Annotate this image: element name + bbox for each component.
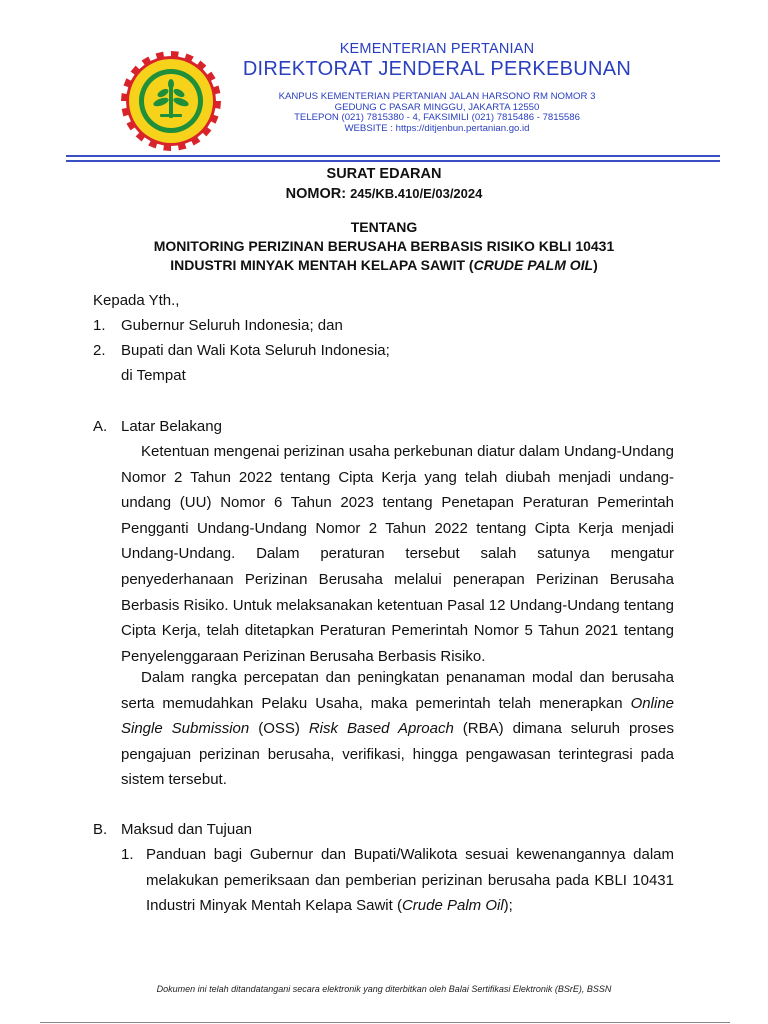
directorate-name: DIREKTORAT JENDERAL PERKEBUNAN xyxy=(242,58,632,80)
section-heading: Latar Belakang xyxy=(121,418,222,435)
phone-line: TELEPON (021) 7815380 - 4, FAKSIMILI (021) 7815486 - 7815586 xyxy=(294,112,580,123)
subject-line-2 xyxy=(0,257,768,273)
address-line-1: KANPUS KEMENTERIAN PERTANIAN JALAN HARSONO RM NOMOR 3 xyxy=(278,91,596,102)
subject-line-1: MONITORING PERIZINAN BERUSAHA BERBASIS RISIKO KBLI 10431 xyxy=(153,238,615,254)
ministry-emblem-icon xyxy=(120,50,222,152)
subject-text: INDUSTRI MINYAK MENTAH KELAPA SAWIT ( xyxy=(170,257,474,273)
address-line-2: GEDUNG C PASAR MINGGU, JAKARTA 12550 xyxy=(334,101,540,113)
salutation: Kepada Yth., xyxy=(93,292,180,309)
paragraph: Ketentuan mengenai perizinan usaha perkebunan diatur dalam Undang-Undang Nomor 2 Tahun 2022 tentang Cipta Kerja yang telah diubah menjadi undang-undang (UU) Nomor 6 Tahun 2023 tentang Penetapan Peraturan Pemerintah Pengganti Undang-Undang Nomor 2 Tahun 2022 tentang Cipta Kerja menjadi Undang-Undang. Dalam peraturan tersebut salah satunya mengatur penyederhanaan Perizinan Berusaha melalui penerapan Perizinan Berusaha Berbasis Risiko. Untuk melaksanakan ketentuan Pasal 12 Undang-Undang tentang Cipta Kerja, telah ditetapkan Peraturan Pemerintah Nomor 5 Tahun 2021 tentang Penyelenggaraan Perizinan Berusaha Berbasis Risiko. xyxy=(121,443,674,665)
about-heading: TENTANG xyxy=(350,219,418,235)
list-item-text: ); xyxy=(503,897,513,915)
recipient-place: di Tempat xyxy=(121,367,186,384)
paragraph-italic: Online Single Submission xyxy=(121,694,674,738)
section-heading: Maksud dan Tujuan xyxy=(121,821,252,838)
header-divider xyxy=(66,155,720,157)
paragraph-text: (RBA) dimana seluruh proses pengajuan perizinan berusaha, verifikasi, hingga pengawasan terintegrasi pada sistem tersebut. xyxy=(121,720,674,789)
recipient-number: 2. xyxy=(93,342,106,359)
list-item-italic: Crude Palm Oil xyxy=(401,897,504,915)
header-divider xyxy=(66,160,720,162)
ministry-name: KEMENTERIAN PERTANIAN xyxy=(339,41,535,57)
document-number xyxy=(0,185,768,202)
footer-divider xyxy=(40,1022,730,1023)
number-value: 245/KB.410/E/03/2024 xyxy=(350,186,483,201)
recipient-text: Gubernur Seluruh Indonesia; dan xyxy=(121,317,343,334)
paragraph-text: Dalam rangka percepatan dan peningkatan penanaman modal dan berusaha serta memudahkan Pelaku Usaha, maka pemerintah telah menerapkan xyxy=(121,669,674,712)
recipient-text: Bupati dan Wali Kota Seluruh Indonesia; xyxy=(121,342,390,359)
document-type: SURAT EDARAN xyxy=(326,166,442,182)
recipient-number: 1. xyxy=(93,317,106,334)
subject-text: ) xyxy=(593,257,598,273)
esign-footer: Dokumen ini telah ditandatangani secara elektronik yang diterbitkan oleh Balai Sertifikasi Elektronik (BSrE), BSSN xyxy=(156,984,612,994)
section-letter: A. xyxy=(93,418,108,435)
subject-italic: CRUDE PALM OIL xyxy=(473,257,594,273)
list-item-text: Panduan bagi Gubernur dan Bupati/Walikota sesuai kewenangannya dalam melakukan pemeriksaan dan pemberian perizinan berusaha pada KBLI 10431 Industri Minyak Mentah Kelapa Sawit ( xyxy=(146,846,674,915)
list-number: 1. xyxy=(121,846,134,863)
list-item xyxy=(146,842,674,919)
paragraph xyxy=(121,665,674,793)
website-line: WEBSITE : https://ditjenbun.pertanian.go.id xyxy=(344,122,530,134)
paragraph-italic: Risk Based Aproach xyxy=(308,720,454,738)
section-letter: B. xyxy=(93,821,108,838)
paragraph-text: (OSS) xyxy=(249,720,309,738)
number-label: NOMOR: xyxy=(285,186,351,202)
